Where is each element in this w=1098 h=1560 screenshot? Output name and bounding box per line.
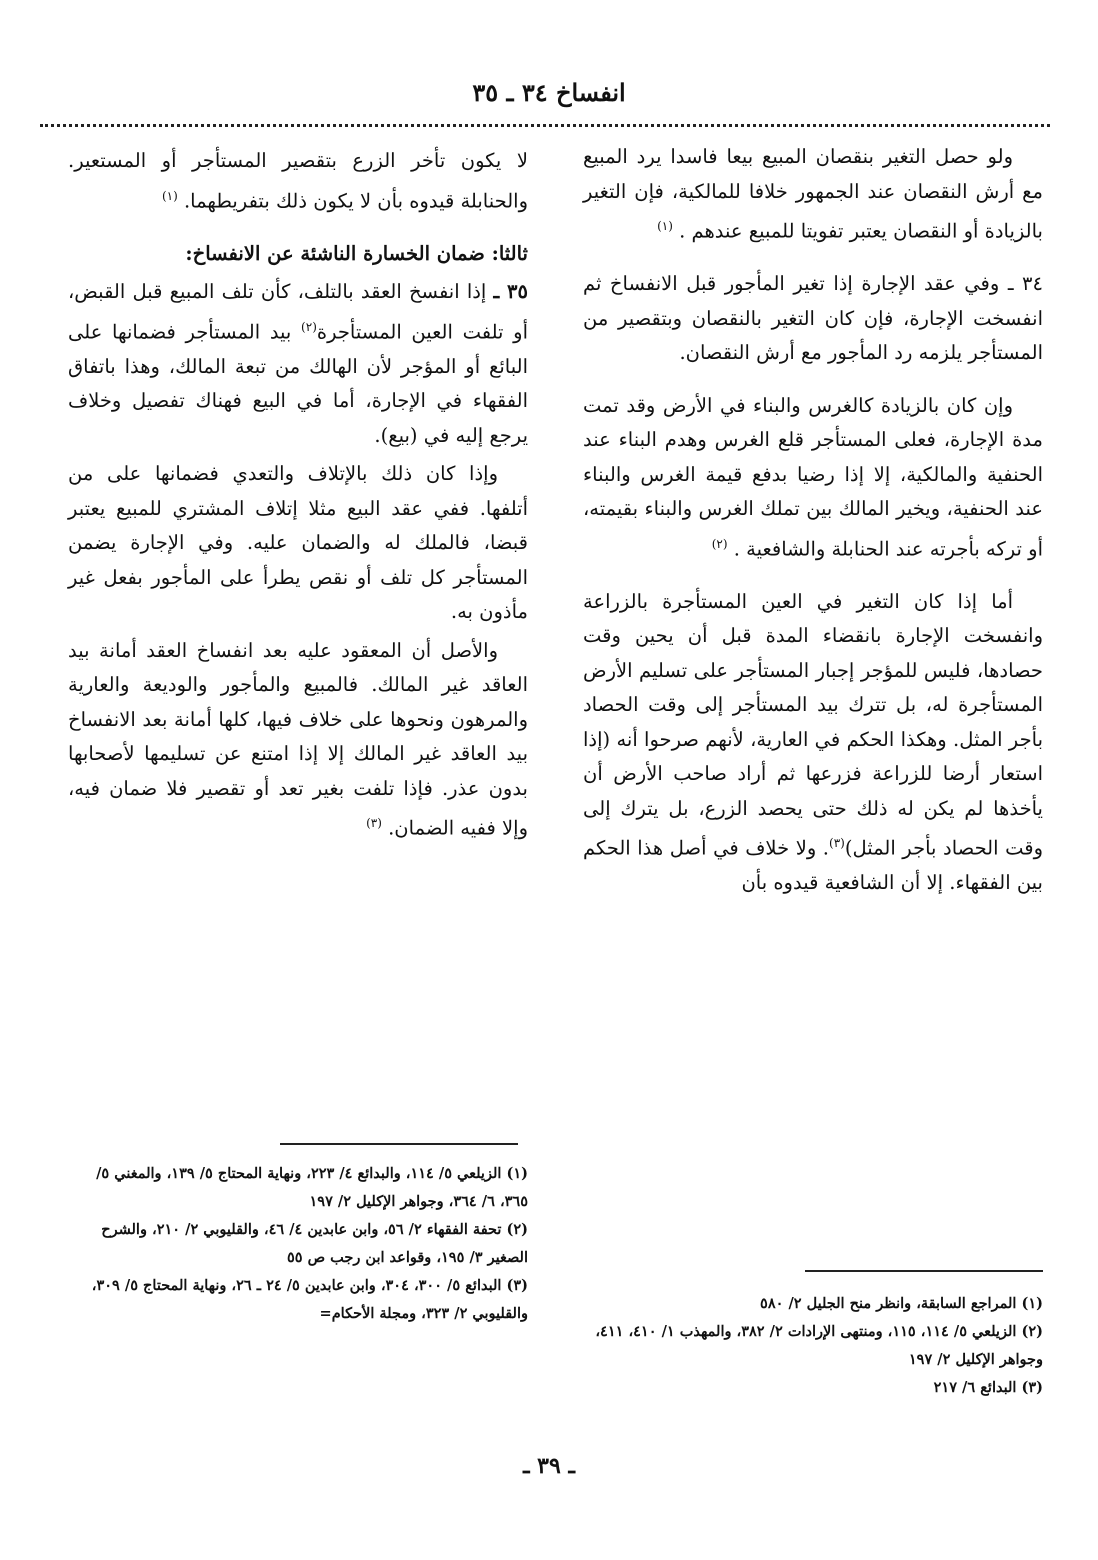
header-dotted-rule <box>40 124 1050 127</box>
paragraph: وإن كان بالزيادة كالغرس والبناء في الأرض وقد تمت مدة الإجارة، فعلى المستأجر قلع الغرس وهدم البناء عند الحنفية والمالكية، إلا إذا رضيا بدفع قيمة الغرس والبناء عند الحنفية، ويخير المالك بين تملك الغرس والبناء بقيمته، أو تركه بأجرته عند الحنابلة والشافعية . $^{(٢)}$ <box>583 393 1043 560</box>
footnote-mark: (١) <box>161 188 178 203</box>
footnote-mark: (٢) <box>711 536 728 551</box>
footnote-mark: (٣) <box>366 816 382 830</box>
footnote-rule-right <box>805 1270 1043 1272</box>
page-number: ـ ٣٩ ـ <box>523 1453 575 1479</box>
paragraph: وإذا كان ذلك بالإتلاف والتعدي فضمانها على من أتلفها. ففي عقد البيع مثلا إتلاف المشتري للمبيع يعتبر قبضا، فالملك له والضمان عليه. وفي الإجارة يضمن المستأجر كل تلف أو نقص يطرأ على المأجور بفعل غير مأذون به. <box>68 462 528 623</box>
footnote: (٣) البدائع ٥/ ٣٠٠، ٣٠٤، وابن عابدين ٥/ ٢٤ ـ ٢٦، ونهاية المحتاج ٥/ ٣٠٩، والقليوبي ٢/ ٣٢٣، ومجلة الأحكام= <box>91 1277 528 1322</box>
footnote-mark: (٢) <box>301 319 317 334</box>
footnote-mark: (١) <box>657 219 673 233</box>
right-column <box>583 140 1043 905</box>
footnote-rule-left <box>280 1143 518 1145</box>
paragraph: ٣٥ ـ إذا انفسخ العقد بالتلف، كأن تلف المبيع قبل القبض، أو تلفت العين المستأجرة$^{(٢)}$ بيد المستأجر فضمانها على البائع أو المؤجر لأن الهالك من تبعة المالك، وهذا باتفاق الفقهاء في الإجارة، أما في البيع فهناك تفصيل وخلاف يرجع إليه في (بيع). <box>68 280 528 447</box>
footnote: (٢) الزيلعي ٥/ ١١٤، ١١٥، ومنتهى الإرادات ٢/ ٣٨٢، والمهذب ١/ ٤١٠، ٤١١، وجواهر الإكليل ٢/ ١٩٧ <box>595 1323 1043 1368</box>
paragraph: لا يكون تأخر الزرع بتقصير المستأجر أو المستعير. والحنابلة قيدوه بأن لا يكون ذلك بتفريطهما. $^{(١)}$ <box>68 149 528 212</box>
paragraph-number: ٣٥ ـ <box>493 280 528 303</box>
paragraph: ولو حصل التغير بنقصان المبيع بيعا فاسدا يرد المبيع مع أرش النقصان عند الجمهور خلافا للمالكية، فإن التغير بالزيادة أو النقصان يعتبر تفويتا للمبيع عندهم . $^{(١)}$ <box>583 145 1043 243</box>
footnote: (١) الزيلعي ٥/ ١١٤، والبدائع ٤/ ٢٢٣، ونهاية المحتاج ٥/ ١٣٩، والمغني ٥/ ٣٦٥، ٦/ ٣٦٤، وجواهر الإكليل ٢/ ١٩٧ <box>96 1165 528 1210</box>
running-header: انفساخ ٣٤ ـ ٣٥ <box>472 78 626 107</box>
footnote: (١) المراجع السابقة، وانظر منح الجليل ٢/ ٥٨٠ <box>760 1295 1043 1312</box>
footnotes-right <box>583 1290 1043 1402</box>
section-heading: ثالثا: ضمان الخسارة الناشئة عن الانفساخ: <box>185 241 528 265</box>
footnote-mark: (٣) <box>829 836 845 850</box>
footnote: (٣) البدائع ٦/ ٢١٧ <box>933 1379 1043 1396</box>
paragraph: أما إذا كان التغير في العين المستأجرة بالزراعة وانفسخت الإجارة بانقضاء المدة قبل أن يحين وقت حصادها، فليس للمؤجر إجبار المستأجر على تسليم الأرض المستأجرة له، بل تترك بيد المستأجر إلى وقت الحصاد بأجر المثل. وهكذا الحكم في العارية، لأنهم صرحوا أنه (إذا استعار أرضا للزراعة فزرعها ثم أراد صاحب الأرض أن يأخذها لم يكن له ذلك حتى يحصد الزرع، بل يترك إلى وقت الحصاد بأجر المثل)$^{(٣)}$. ولا خلاف في أصل هذا الحكم بين الفقهاء. إلا أن الشافعية قيدوه بأن <box>583 589 1043 894</box>
left-column <box>68 144 528 850</box>
footnote: (٢) تحفة الفقهاء ٢/ ٥٦، وابن عابدين ٤/ ٤٦، والقليوبي ٢/ ٢١٠، والشرح الصغير ٣/ ١٩٥، وقواعد ابن رجب ص ٥٥ <box>101 1221 528 1266</box>
paragraph: والأصل أن المعقود عليه بعد انفساخ العقد أمانة بيد العاقد غير المالك. فالمبيع والمأجور والوديعة والعارية والمرهون ونحوها على خلاف فيها، كلها أمانة بعد الانفساخ بيد العاقد غير المالك إلا إذا امتنع عن تسليمها لأصحابها بدون عذر. فإذا تلفت بغير تعد أو تقصير فلا ضمان فيه، وإلا ففيه الضمان. $^{(٣)}$ <box>68 638 528 840</box>
footnotes-left <box>68 1160 528 1328</box>
paragraph: ٣٤ ـ وفي عقد الإجارة إذا تغير المأجور قبل الانفساخ ثم انفسخت الإجارة، فإن كان التغير بالنقصان وبتقصير من المستأجر يلزمه رد المأجور مع أرش النقصان. <box>583 272 1043 364</box>
